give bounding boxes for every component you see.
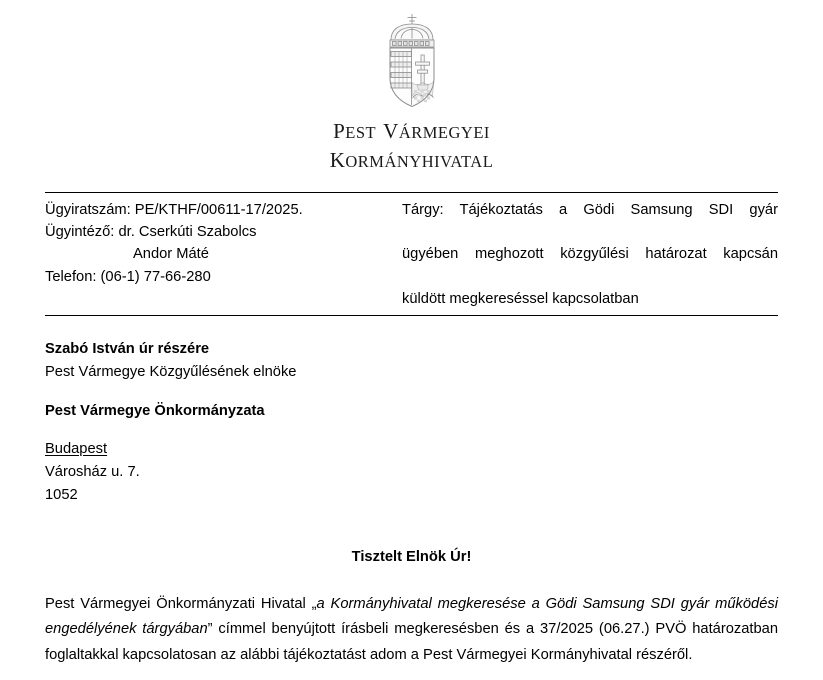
letterhead xyxy=(45,0,778,174)
handler-second-row: Andor Máté xyxy=(133,246,209,263)
reference-right-column xyxy=(397,199,778,311)
addressee-city: Budapest xyxy=(45,441,108,458)
salutation: Tisztelt Elnök Úr! xyxy=(351,549,472,565)
addressee-role: Pest Vármegye Közgyűlésének elnöke xyxy=(45,364,297,381)
case-number-row: Ügyiratszám: PE/KTHF/00611-17/2025. xyxy=(45,201,303,218)
body-paragraph xyxy=(45,592,778,668)
reference-left-column xyxy=(45,199,397,311)
addressee-name: Szabó István úr részére xyxy=(45,341,210,358)
subject-line-1: Tárgy: Tájékoztatás a Gödi Samsung SDI gyár xyxy=(402,201,778,218)
addressee-organization: Pest Vármegye Önkormányzata xyxy=(45,403,265,420)
spacer xyxy=(45,423,778,438)
organization-title-line-2: KORMÁNYHIVATAL xyxy=(329,147,494,172)
quote-close: ” xyxy=(207,621,213,638)
subject-line-2: ügyében meghozott közgyűlési határozat kapcsán xyxy=(402,246,778,263)
reference-header-table xyxy=(45,192,778,317)
addressee-block xyxy=(45,338,778,507)
organization-title xyxy=(45,118,778,174)
addressee-street: Városház u. 7. xyxy=(45,464,140,481)
phone-row: Telefon: (06-1) 77-66-280 xyxy=(45,268,211,285)
organization-title-line-1: PEST VÁRMEGYEI xyxy=(333,119,490,143)
addressee-postal-code: 1052 xyxy=(45,487,78,504)
body-segment-2: címmel benyújtott írásbeli megkeresésben és a 37/2025 (06.27.) PVÖ határozatban foglaltakkal kapcsolatosan az alábbi tájékoztatást adom a Pest Vármegyei Kormányhivatal részéről. xyxy=(45,621,779,663)
handler-row: Ügyintéző: dr. Cserkúti Szabolcs xyxy=(45,224,257,241)
subject-line-3: küldött megkereséssel kapcsolatban xyxy=(402,291,639,308)
spacer xyxy=(45,384,778,400)
quote-open: „ xyxy=(311,596,317,612)
body-quoted-title: a Kormányhivatal megkeresése a Gödi Samsung SDI gyár működési engedélyének tárgyában xyxy=(45,596,778,638)
body-segment-1: Pest Vármegyei Önkormányzati Hivatal xyxy=(45,596,312,612)
hungarian-coat-of-arms-icon xyxy=(381,12,443,109)
